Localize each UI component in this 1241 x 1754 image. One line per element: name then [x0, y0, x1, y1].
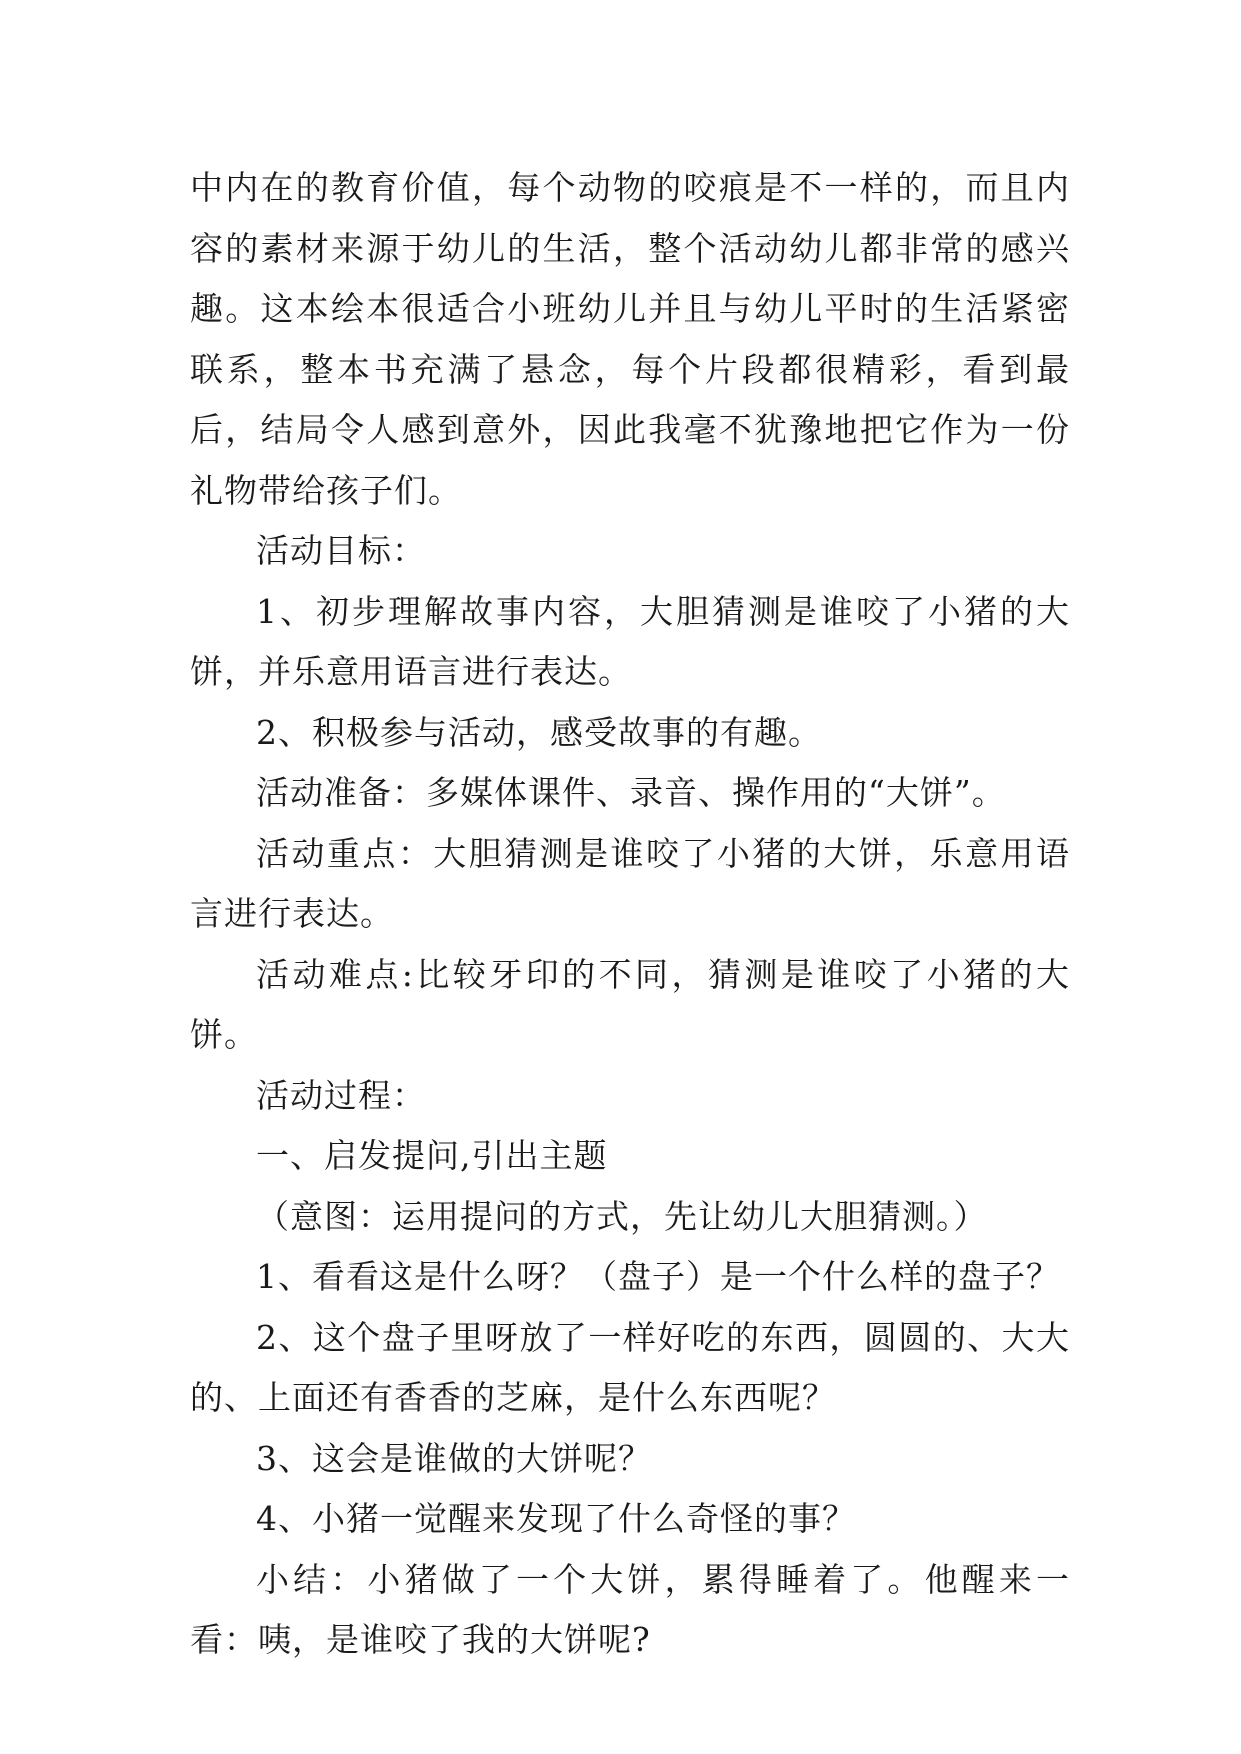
- paragraph-intent: （意图：运用提问的方式，先让幼儿大胆猜测。）: [256, 1196, 988, 1236]
- paragraph-summary: 小结：小猪做了一个大饼，累得睡着了。他醒来一看：咦，是谁咬了我的大饼呢?: [190, 1559, 1070, 1659]
- paragraph-question-1: 1、看看这是什么呀？（盘子）是一个什么样的盘子？: [256, 1257, 1060, 1296]
- paragraph-question-2: 2、这个盘子里呀放了一样好吃的东西，圆圆的、大大的、上面还有香香的芝麻，是什么东西呢？: [190, 1317, 1070, 1417]
- document-body: [190, 158, 1070, 1671]
- paragraph-goal-1: 1、初步理解故事内容，大胆猜测是谁咬了小猪的大饼，并乐意用语言进行表达。: [190, 591, 1070, 691]
- paragraph-preparation: 活动准备：多媒体课件、录音、操作用的“大饼”。: [256, 773, 1006, 812]
- paragraph-goal-heading: 活动目标：: [256, 531, 426, 570]
- paragraph-intro: 中内在的教育价值，每个动物的咬痕是不一样的，而且内容的素材来源于幼儿的生活，整个活动幼儿都非常的感兴趣。这本绘本很适合小班幼儿并且与幼儿平时的生活紧密联系，整本书充满了悬念，每个片段都很精彩，看到最后，结局令人感到意外，因此我毫不犹豫地把它作为一份礼物带给孩子们。: [190, 168, 1070, 510]
- paragraph-process-heading: 活动过程：: [256, 1075, 426, 1115]
- paragraph-step-1: 一、启发提问,引出主题: [256, 1136, 608, 1175]
- paragraph-difficulty: 活动难点:比较牙印的不同，猜测是谁咬了小猪的大饼。: [190, 954, 1070, 1054]
- paragraph-focus: 活动重点：大胆猜测是谁咬了小猪的大饼，乐意用语言进行表达。: [190, 833, 1070, 933]
- paragraph-goal-2: 2、积极参与活动，感受故事的有趣。: [256, 712, 822, 752]
- paragraph-question-3: 3、这会是谁做的大饼呢？: [256, 1438, 652, 1478]
- paragraph-question-4: 4、小猪一觉醒来发现了什么奇怪的事？: [256, 1499, 856, 1538]
